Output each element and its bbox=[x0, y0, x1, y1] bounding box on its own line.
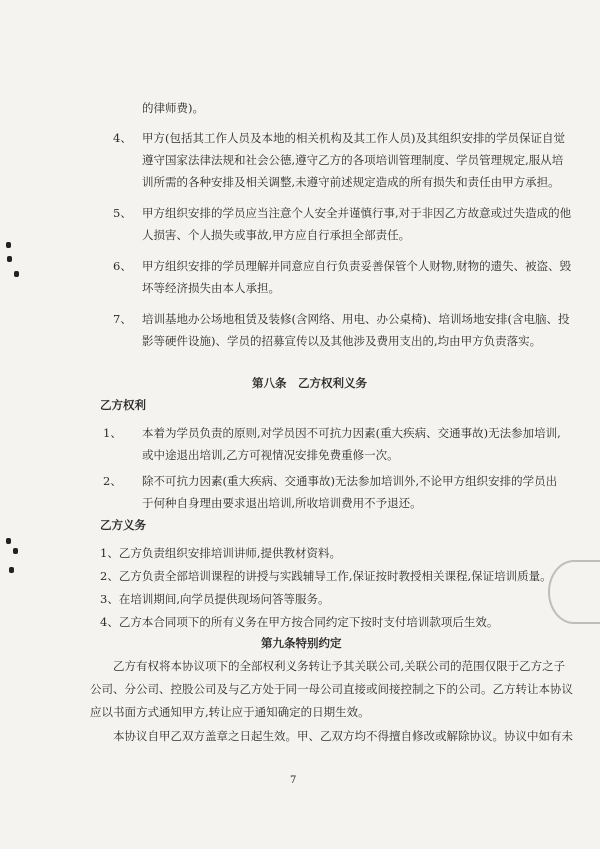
article-8-heading: 第八条 乙方权利义务 bbox=[252, 376, 367, 390]
binder-mark bbox=[6, 538, 11, 544]
item-number: 2、 bbox=[103, 474, 122, 488]
text-line: 乙方有权将本协议项下的全部权利义务转让予其关联公司,关联公司的范围仅限于乙方之子 bbox=[113, 659, 566, 673]
text-line: 4、乙方本合同项下的所有义务在甲方按合同约定下按时支付培训款项后生效。 bbox=[100, 615, 499, 629]
item-number: 7、 bbox=[113, 312, 132, 326]
text-line: 3、在培训期间,向学员提供现场问答等服务。 bbox=[100, 592, 330, 606]
binder-mark bbox=[14, 271, 19, 277]
text-line: 除不可抗力因素(重大疾病、交通事故)无法参加培训外,不论甲方组织安排的学员出 bbox=[142, 474, 558, 488]
text-line: 或中途退出培训,乙方可视情况安排免费重修一次。 bbox=[142, 448, 399, 462]
binder-mark bbox=[6, 242, 11, 248]
text-line: 甲方组织安排的学员理解并同意应自行负责妥善保管个人财物,财物的遗失、被盗、毁 bbox=[142, 259, 572, 273]
seal-stamp-partial bbox=[548, 560, 600, 624]
text-line: 应以书面方式通知甲方,转让应于通知确定的日期生效。 bbox=[90, 705, 370, 719]
text-line: 公司、分公司、控股公司及与乙方处于同一母公司直接或间接控制之下的公司。乙方转让本协议 bbox=[90, 682, 573, 696]
page-number: 7 bbox=[290, 775, 297, 786]
text-line: 甲方(包括其工作人员及本地的相关机构及其工作人员)及其组织安排的学员保证自觉 bbox=[142, 131, 565, 145]
item-number: 1、 bbox=[103, 426, 122, 440]
article-9-heading: 第九条特别约定 bbox=[261, 636, 342, 650]
item-number: 4、 bbox=[113, 131, 132, 145]
text-line: 甲方组织安排的学员应当注意个人安全并谨慎行事,对于非因乙方故意或过失造成的他 bbox=[142, 206, 572, 220]
text-line: 遵守国家法律法规和社会公德,遵守乙方的各项培训管理制度、学员管理规定,服从培 bbox=[142, 153, 564, 167]
text-line: 本协议自甲乙双方盖章之日起生效。甲、乙双方均不得擅自修改或解除协议。协议中如有未 bbox=[113, 729, 573, 743]
binder-mark bbox=[9, 567, 14, 573]
binder-mark bbox=[7, 256, 12, 262]
text-line: 影等硬件设施)、学员的招募宣传以及其他涉及费用支出的,均由甲方负责落实。 bbox=[142, 334, 542, 348]
text-line: 训所需的各种安排及相关调整,未遵守前述规定造成的所有损失和责任由甲方承担。 bbox=[142, 175, 560, 189]
text-line: 人损害、个人损失或事故,甲方应自行承担全部责任。 bbox=[142, 228, 411, 242]
rights-heading: 乙方权利 bbox=[100, 398, 146, 412]
binder-mark bbox=[13, 548, 18, 554]
duties-heading: 乙方义务 bbox=[100, 518, 146, 532]
text-line: 于何种自身理由要求退出培训,所收培训费用不予退还。 bbox=[142, 496, 422, 510]
text-line: 本着为学员负责的原则,对学员因不可抗力因素(重大疾病、交通事故)无法参加培训, bbox=[142, 426, 561, 440]
text-line: 1、乙方负责组织安排培训讲师,提供教材资料。 bbox=[100, 546, 341, 560]
text-line: 培训基地办公场地租赁及装修(含网络、用电、办公桌椅)、培训场地安排(含电脑、投 bbox=[142, 312, 570, 326]
text-line: 的律师费)。 bbox=[142, 101, 204, 115]
text-line: 2、乙方负责全部培训课程的讲授与实践辅导工作,保证按时教授相关课程,保证培训质量。 bbox=[100, 569, 552, 583]
text-line: 坏等经济损失由本人承担。 bbox=[142, 281, 280, 295]
item-number: 6、 bbox=[113, 259, 132, 273]
item-number: 5、 bbox=[113, 206, 132, 220]
